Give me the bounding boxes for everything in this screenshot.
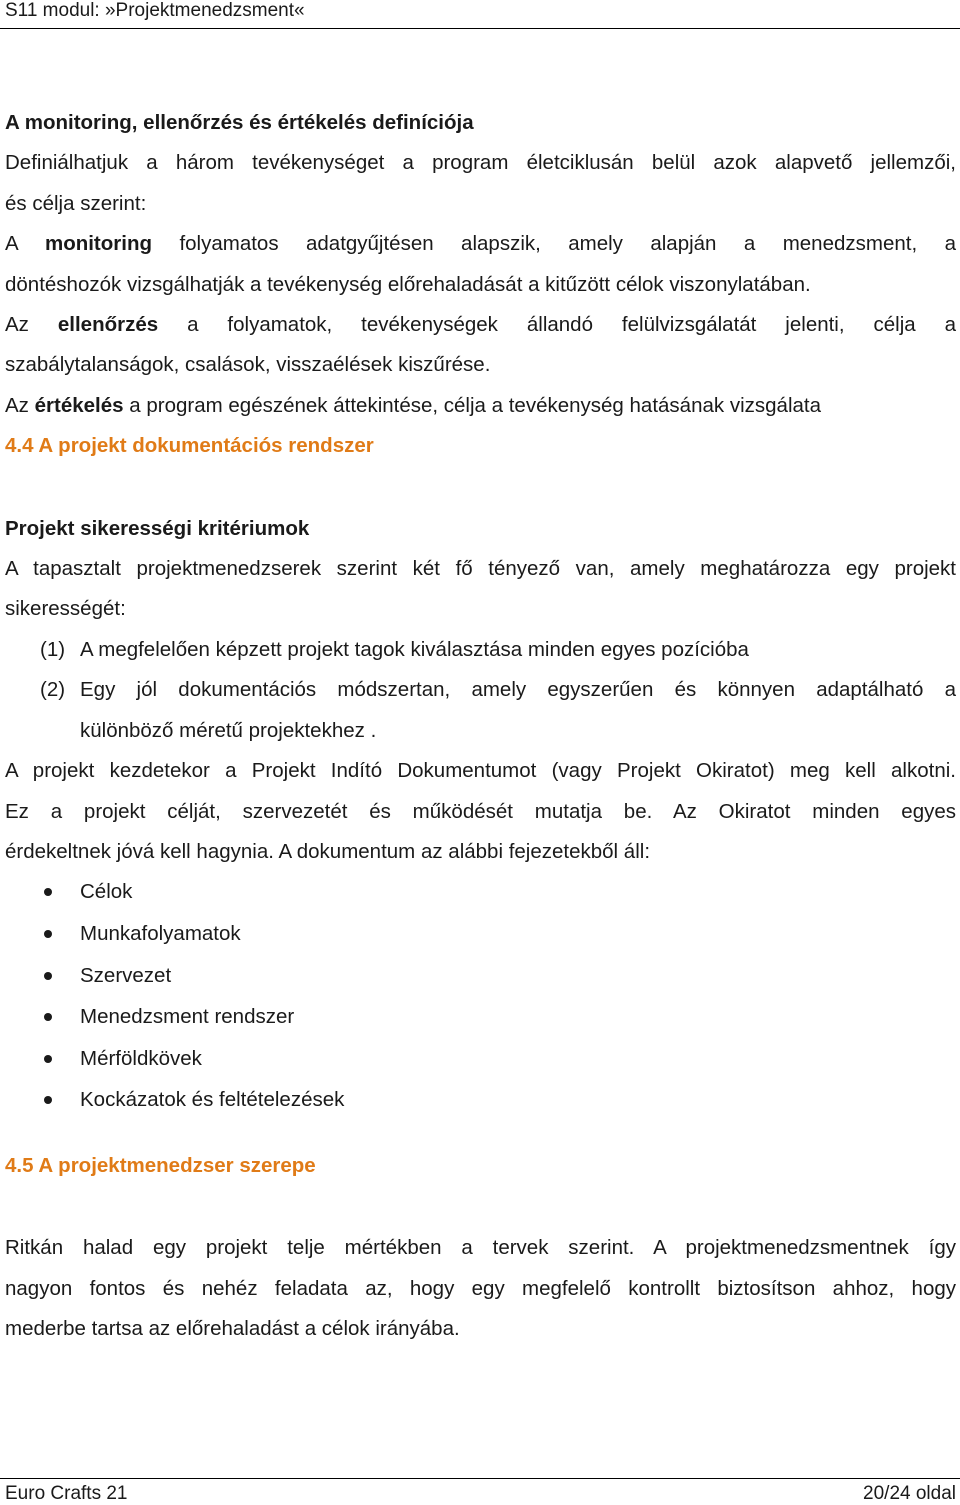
para2-line-1: A projekt kezdetekor a Projekt Indító Dokumentumot (vagy Projekt Okiratot) meg kell alkotni. bbox=[5, 759, 956, 783]
item-number: (1) bbox=[40, 637, 66, 661]
bullet-icon bbox=[44, 888, 52, 896]
intro-line-1: Definiálhatjuk a három tevékenységet a program életciklusán belül azok alapvető jellemzői, bbox=[5, 151, 956, 175]
header-title: S11 modul: »Projektmenedzsment« bbox=[5, 0, 305, 21]
bullet-icon bbox=[44, 972, 52, 980]
item-text: A megfelelően képzett projekt tagok kiválasztása minden egyes pozícióba bbox=[80, 637, 749, 661]
document-body bbox=[5, 103, 956, 1350]
numbered-item-1 bbox=[5, 630, 956, 670]
list-item: Menedzsment rendszer bbox=[5, 997, 956, 1039]
para1-line-2: sikerességét: bbox=[5, 597, 126, 621]
section-heading-definitions: A monitoring, ellenőrzés és értékelés definíciója bbox=[5, 111, 474, 134]
term-ellenorzes: ellenőrzés bbox=[57, 313, 159, 337]
spacer bbox=[5, 1122, 956, 1146]
section-heading-4-4: 4.4 A projekt dokumentációs rendszer bbox=[5, 434, 374, 458]
list-item: Szervezet bbox=[5, 956, 956, 998]
page-number: 20/24 oldal bbox=[863, 1483, 956, 1504]
term-monitoring: monitoring bbox=[44, 232, 153, 256]
page-header bbox=[0, 0, 960, 29]
numbered-item-2 bbox=[5, 670, 956, 751]
footer-left: Euro Crafts 21 bbox=[5, 1483, 128, 1504]
item-number: (2) bbox=[40, 678, 66, 702]
list-item: Mérföldkövek bbox=[5, 1039, 956, 1081]
subheading-success-criteria: Projekt sikerességi kritériumok bbox=[5, 516, 310, 540]
bullet-icon bbox=[44, 1013, 52, 1021]
bullet-icon bbox=[44, 1096, 52, 1104]
ertekeles-line: Az értékelés a program egészének áttekintése, célja a tevékenység hatásának vizsgálata bbox=[5, 393, 821, 417]
spacer bbox=[5, 1186, 956, 1228]
chapter-bullet-list bbox=[5, 872, 956, 1122]
role-line-3: mederbe tartsa az előrehaladást a célok irányába. bbox=[5, 1317, 460, 1341]
intro-line-2: és célja szerint: bbox=[5, 191, 147, 215]
list-item: Munkafolyamatok bbox=[5, 914, 956, 956]
monitoring-line-1: A monitoring folyamatos adatgyűjtésen alapszik, amely alapján a menedzsment, a bbox=[5, 232, 956, 256]
list-item: Kockázatok és feltételezések bbox=[5, 1080, 956, 1122]
section-heading-4-5: 4.5 A projektmenedzser szerepe bbox=[5, 1153, 316, 1177]
monitoring-line-2: döntéshozók vizsgálhatják a tevékenység előrehaladását a kitűzött célok viszonylatában. bbox=[5, 272, 811, 296]
para2-line-3: érdekeltnek jóvá kell hagynia. A dokumentum az alábbi fejezetekből áll: bbox=[5, 839, 651, 863]
para1-line-1: A tapasztalt projektmenedzserek szerint két fő tényező van, amely meghatározza egy projekt bbox=[5, 557, 956, 581]
item-text-line-1: Egy jól dokumentációs módszertan, amely egyszerűen és könnyen adaptálható a bbox=[80, 678, 956, 702]
para2-line-2: Ez a projekt célját, szervezetét és működését mutatja be. Az Okiratot minden egyes bbox=[5, 799, 956, 823]
term-ertekeles: értékelés bbox=[34, 393, 124, 417]
item-text-line-2: különböző méretű projektekhez . bbox=[80, 718, 377, 742]
ellenorzes-line-1: Az ellenőrzés a folyamatok, tevékenységek állandó felülvizsgálatát jelenti, célja a bbox=[5, 313, 956, 337]
bullet-icon bbox=[44, 930, 52, 938]
ellenorzes-line-2: szabálytalanságok, csalások, visszaélések kiszűrése. bbox=[5, 353, 491, 377]
role-line-2: nagyon fontos és nehéz feladata az, hogy egy megfelelő kontrollt biztosítson ahhoz, hogy bbox=[5, 1276, 956, 1300]
role-line-1: Ritkán halad egy projekt telje mértékben a tervek szerint. A projektmenedzsmentnek így bbox=[5, 1236, 956, 1260]
spacer bbox=[5, 467, 956, 509]
list-item: Célok bbox=[5, 872, 956, 914]
page-footer bbox=[0, 1478, 960, 1505]
bullet-icon bbox=[44, 1055, 52, 1063]
